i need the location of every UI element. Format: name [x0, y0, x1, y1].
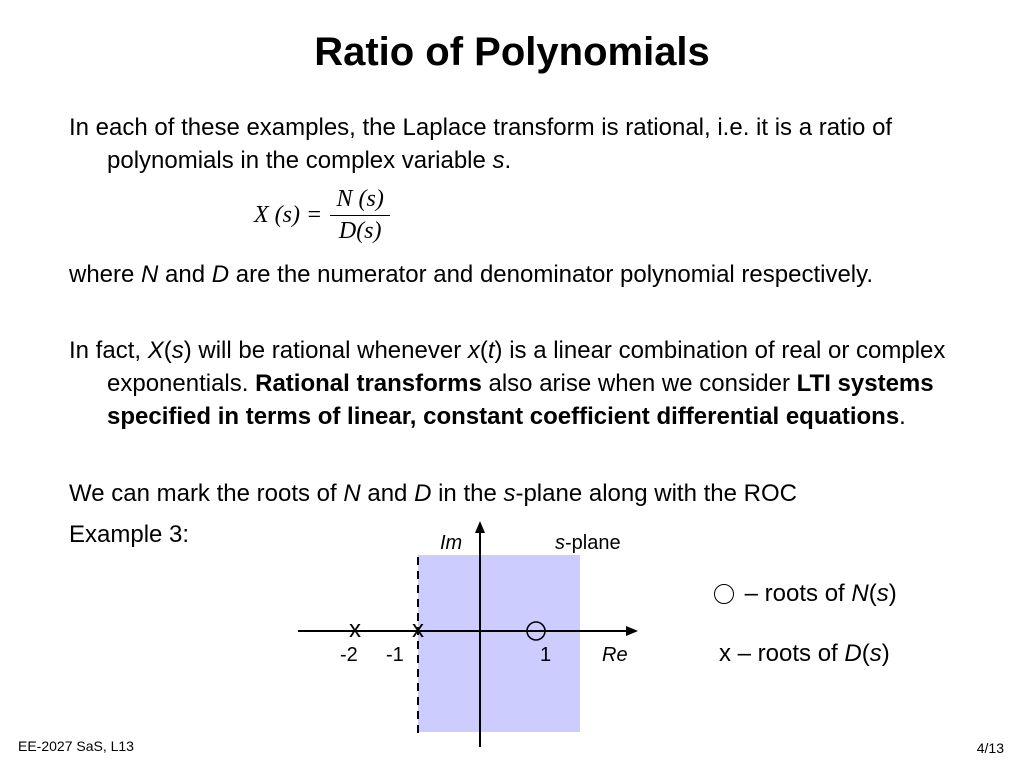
footer-course: EE-2027 SaS, L13 [18, 738, 134, 754]
para4-s: s [503, 480, 516, 507]
para3-t6: also arise when we consider [481, 370, 797, 397]
para2-D: D [211, 261, 230, 288]
legend-poles-p2: ) [881, 640, 890, 667]
para3-t5: ) is a linear combination of real or complex exponentials. [107, 337, 946, 397]
formula-fraction [330, 186, 390, 245]
para2-t1: where [69, 261, 142, 288]
s-plane-label [555, 532, 621, 554]
para3-t7: . [899, 403, 906, 430]
para3-t2: ( [163, 337, 172, 364]
s-plane-label-s: s [555, 532, 565, 554]
legend-poles-D: D [844, 640, 862, 667]
legend-poles [719, 640, 890, 668]
legend-zeros-N: N [851, 580, 869, 607]
legend-zeros-p1: ( [868, 580, 877, 607]
paragraph-where [69, 258, 1007, 291]
para2-N: N [141, 261, 159, 288]
para1-var: s [492, 147, 505, 174]
para3-t3: ) will be rational whenever [183, 337, 468, 364]
legend-poles-text: x – roots of [719, 640, 845, 667]
slide-title: Ratio of Polynomials [314, 30, 710, 74]
formula-x-of-s [254, 186, 390, 245]
tick-label-minus2: -2 [340, 644, 358, 666]
pole-marker: x [412, 616, 424, 643]
paragraph-in-fact [69, 334, 1007, 433]
para3-bold-lti: LTI systems specified in terms of linear, constant coefficient differential equations [107, 370, 934, 430]
legend-poles-s: s [869, 640, 882, 667]
para2-t3: are the numerator and denominator polynomial respectively. [229, 261, 874, 288]
formula-denominator: D(s) [338, 218, 382, 244]
para3-x: x [467, 337, 480, 364]
tick-label-minus1: -1 [386, 644, 404, 666]
paragraph-mark-roots [69, 477, 1007, 510]
para4-t2: and [360, 480, 415, 507]
s-plane-diagram [280, 515, 660, 755]
para3-X: X [147, 337, 164, 364]
pole-marker: x [349, 616, 361, 643]
paragraph-example3: Example 3: [69, 521, 190, 548]
formula-numerator: N (s) [336, 186, 384, 212]
para4-D: D [414, 480, 432, 507]
re-axis-label: Re [602, 644, 628, 666]
legend-zeros [714, 580, 897, 608]
para3-s: s [171, 337, 184, 364]
para4-t3: in the [431, 480, 504, 507]
s-plane-label-rest: -plane [565, 532, 621, 554]
legend-zeros-s: s [876, 580, 889, 607]
para2-t2: and [158, 261, 212, 288]
para1-text: In each of these examples, the Laplace transform is rational, i.e. it is a ratio of polynomials in the complex variable [69, 114, 893, 174]
para3-t1: In fact, [69, 337, 148, 364]
real-axis-arrow [626, 626, 638, 636]
legend-zeros-p2: ) [888, 580, 897, 607]
para3-t: t [487, 337, 495, 364]
legend-zeros-text: – roots of [738, 580, 852, 607]
para3-t4: ( [479, 337, 488, 364]
roc-region [418, 555, 580, 732]
para4-N: N [343, 480, 361, 507]
para4-t1: We can mark the roots of [69, 480, 344, 507]
para4-t4: -plane along with the ROC [515, 480, 797, 507]
imaginary-axis-arrow [475, 521, 485, 533]
tick-label-1: 1 [540, 644, 552, 666]
paragraph-rational [69, 111, 1007, 177]
im-axis-label: Im [440, 532, 463, 554]
formula-lhs: X (s) = [254, 202, 323, 228]
para1-end: . [504, 147, 512, 174]
footer-page-number: 4/13 [976, 740, 1004, 756]
para3-bold-rational: Rational transforms [255, 370, 482, 397]
zero-circle-icon [714, 584, 734, 604]
legend-poles-p1: ( [861, 640, 870, 667]
